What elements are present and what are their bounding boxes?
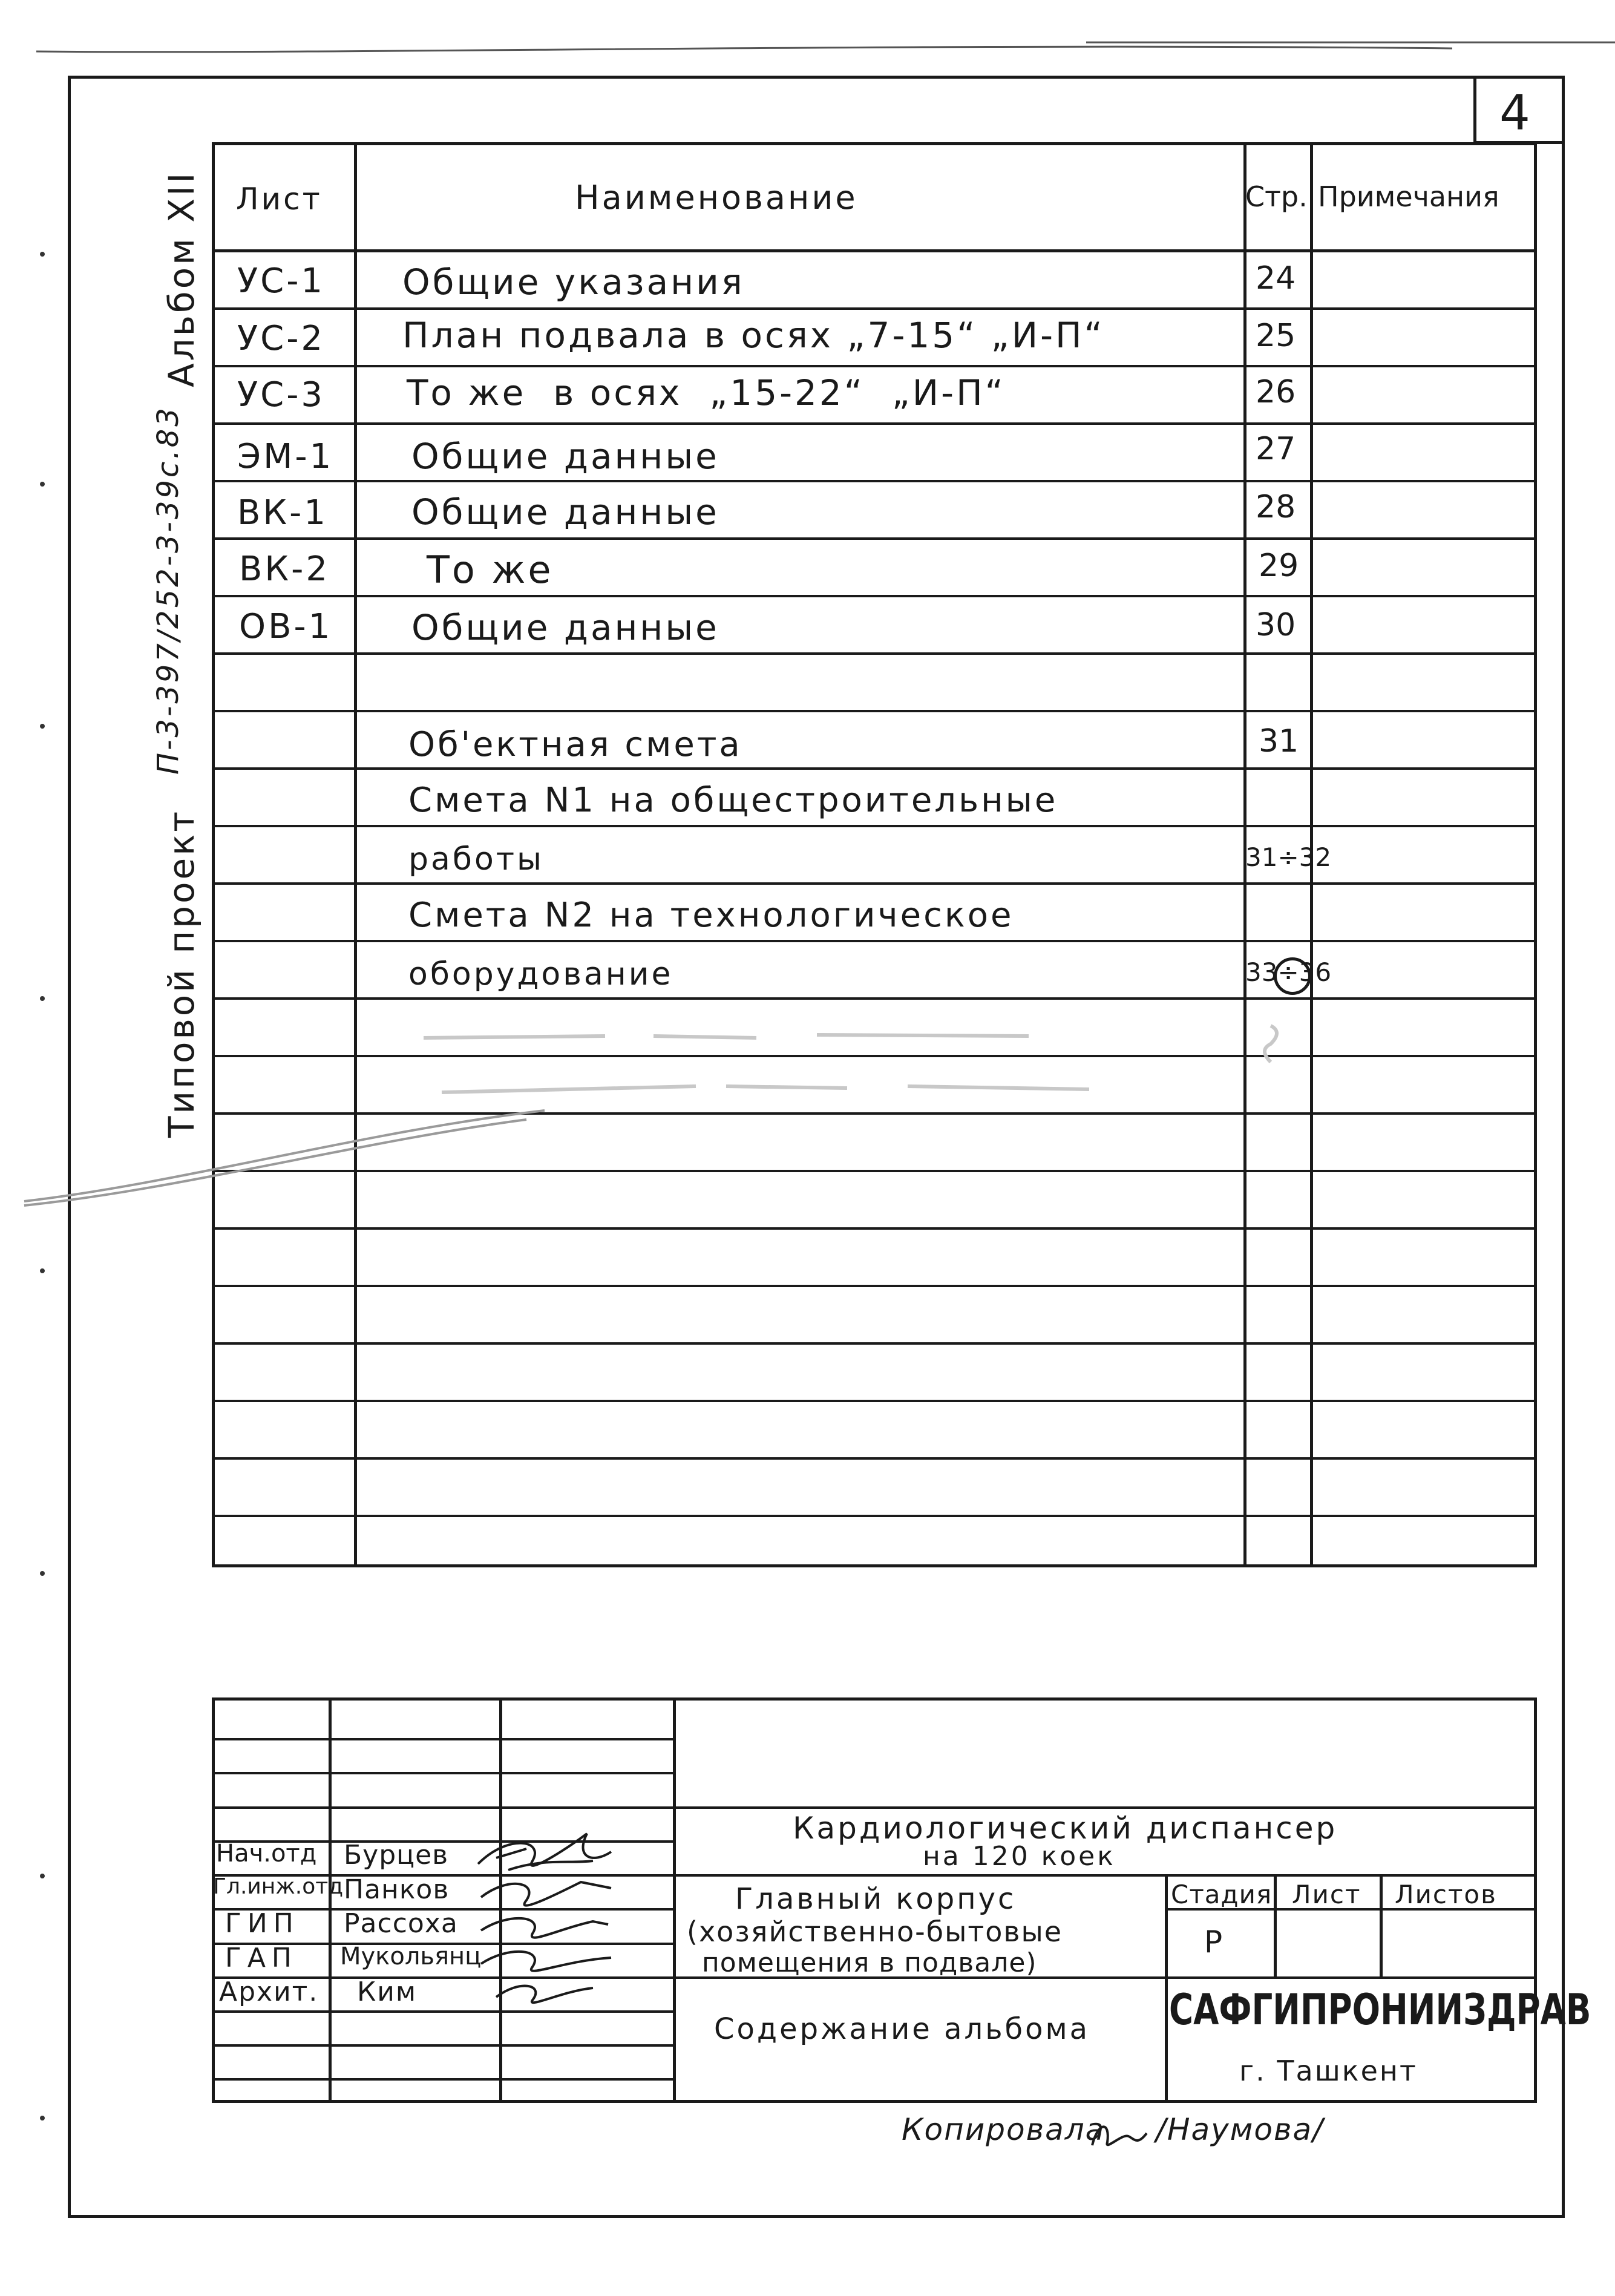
project-code: П-3-397/252-3-39с.83 — [151, 405, 185, 775]
staff-role: Нач.отд — [216, 1840, 317, 1868]
row-name: Об'ектная смета — [408, 725, 742, 764]
row-page: 28 — [1256, 489, 1296, 525]
row-name: Общие данные — [411, 607, 719, 648]
sheet-label: Лист — [1292, 1880, 1361, 1909]
building-line2: (хозяйственно-бытовые — [687, 1915, 1063, 1948]
row-page: 25 — [1256, 318, 1296, 354]
sheets-label: Листов — [1395, 1880, 1497, 1909]
signatures — [472, 1815, 623, 2021]
stage-label: Стадия — [1171, 1880, 1273, 1909]
row-name: То же — [427, 548, 554, 592]
staff-role: ГАП — [225, 1943, 298, 1973]
row-name: Смета N1 на общестроительные — [408, 781, 1058, 820]
row-page: 31÷32 — [1245, 842, 1332, 872]
tb-row-line — [212, 1772, 673, 1774]
row-name: Общие указания — [402, 261, 745, 303]
page-number: 4 — [1499, 85, 1533, 141]
row-sheet: ЭМ-1 — [237, 437, 334, 476]
copied-by-signature — [1086, 2109, 1153, 2157]
header-page: Стр. — [1245, 180, 1308, 213]
building-line3: помещения в подвале) — [702, 1947, 1037, 1978]
row-page: 29 — [1259, 548, 1299, 584]
row-name: Общие данные — [411, 436, 719, 477]
row-name: Общие данные — [411, 491, 719, 533]
staff-role: Гл.инж.отд — [213, 1874, 344, 1899]
row-sheet: УС-2 — [237, 319, 326, 358]
staff-name: Мукольянц — [340, 1943, 482, 1970]
row-sheet: УС-3 — [237, 375, 326, 415]
copied-by-label: Копировала — [902, 2112, 1106, 2147]
staff-role: ГИП — [225, 1908, 300, 1939]
staff-role: Архит. — [219, 1976, 319, 2007]
building-line1: Главный корпус — [735, 1882, 1017, 1916]
organization-name: САФГИПРОНИИЗДРАВ — [1169, 1985, 1591, 2035]
header-name: Наименование — [575, 179, 858, 217]
header-notes: Примечания — [1318, 180, 1499, 213]
staff-name: Рассоха — [344, 1908, 458, 1939]
copied-by-name: /Наумова/ — [1156, 2112, 1324, 2147]
stage-value: Р — [1204, 1924, 1225, 1960]
album-label: Альбом XII — [161, 170, 202, 387]
row-page: 33÷36 — [1245, 957, 1332, 987]
tb-line — [673, 1806, 1537, 1809]
row-name: работы — [408, 841, 545, 877]
document-title: Содержание альбома — [714, 2012, 1090, 2046]
tb-col-line — [1380, 1874, 1383, 1976]
tb-col-line — [1165, 1874, 1168, 2103]
tb-row-line — [212, 2078, 673, 2081]
staff-name: Бурцев — [344, 1840, 449, 1871]
project-type-label: Типовой проект — [161, 809, 202, 1138]
tb-line — [673, 1874, 1537, 1877]
tb-col-line — [673, 1697, 676, 2103]
row-name: Смета N2 на технологическое — [408, 896, 1014, 935]
row-page: 30 — [1256, 607, 1296, 643]
header-sheet: Лист — [236, 182, 323, 217]
row-sheet: ОВ-1 — [239, 607, 333, 646]
row-sheet: УС-1 — [237, 261, 326, 301]
project-name-line2: на 120 коек — [923, 1841, 1116, 1872]
tb-row-line — [212, 1738, 673, 1740]
row-sheet: ВК-2 — [239, 549, 330, 589]
tb-row-line — [212, 1806, 673, 1809]
row-sheet: ВК-1 — [237, 493, 329, 533]
row-name: План подвала в осях „7-15“ „И-П“ — [402, 315, 1105, 356]
row-page: 27 — [1256, 431, 1296, 467]
row-page: 24 — [1256, 260, 1296, 297]
row-name: То же в осях „15-22“ „И-П“ — [407, 372, 1006, 413]
staff-name: Ким — [357, 1976, 418, 2007]
tb-col-line — [329, 1697, 332, 2103]
row-page: 31 — [1259, 723, 1299, 759]
tb-col-line — [1274, 1874, 1277, 1976]
staff-name: Панков — [344, 1874, 450, 1905]
project-name-line1: Кардиологический диспансер — [793, 1811, 1338, 1846]
row-page: 26 — [1256, 374, 1296, 410]
row-name: оборудование — [408, 956, 673, 992]
organization-city: г. Ташкент — [1239, 2055, 1418, 2087]
tb-row-line — [212, 2044, 673, 2047]
